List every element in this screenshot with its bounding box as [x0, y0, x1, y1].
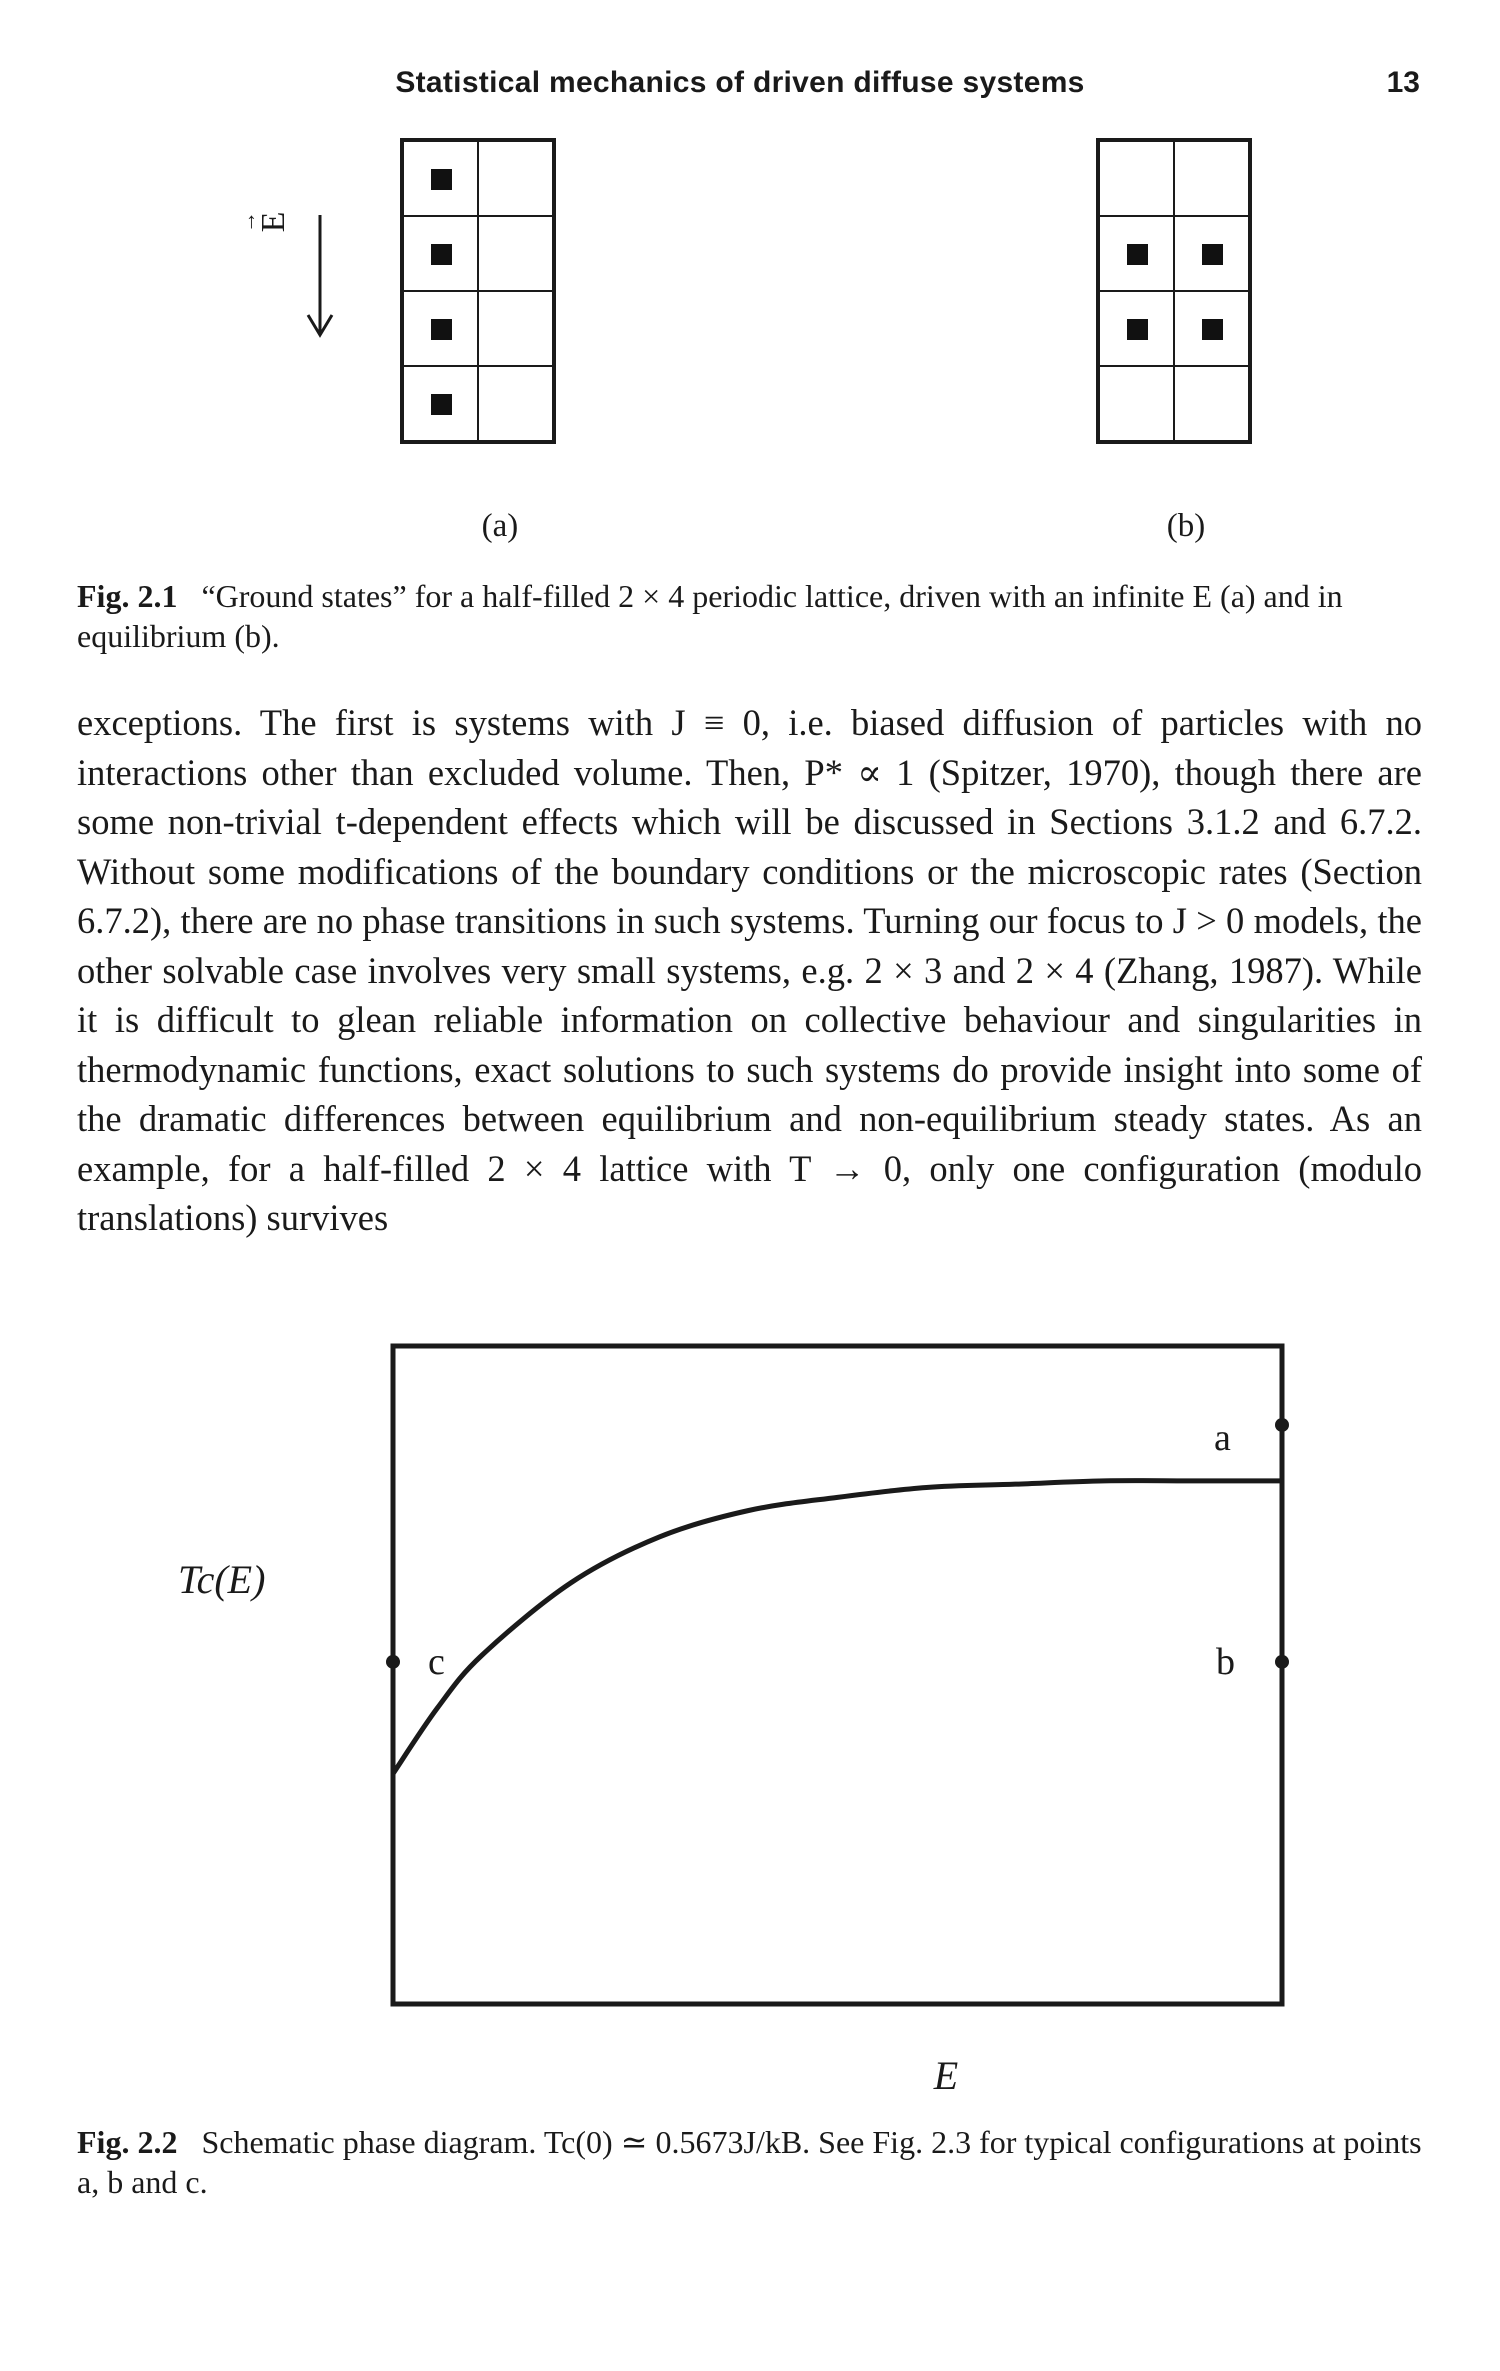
- figure-caption-2-2: [77, 2122, 1422, 2202]
- panel-label-b: (b): [1166, 508, 1206, 544]
- caption-text: “Ground states” for a half-filled 2 × 4 periodic lattice, driven with an infinite E (a) and in equilibrium (b).: [77, 578, 1343, 654]
- field-vector-symbol: E: [255, 211, 292, 233]
- caption-label: Fig. 2.2: [77, 2124, 178, 2160]
- body-paragraph-text: exceptions. The first is systems with J ≡ 0, i.e. biased diffusion of particles with no interactions other than excluded volume. Then, P* ∝ 1 (Spitzer, 1970), though there are some non-trivial t-dependent effects which will be discussed in Sections 3.1.2 and 6.7.2. Without some modifications of the boundary conditions or the microscopic rates (Section 6.7.2), there are no phase transitions in such systems. Turning our focus to J > 0 models, the other solvable case involves very small systems, e.g. 2 × 3 and 2 × 4 (Zhang, 1987). While it is difficult to glean reliable information on collective behaviour and singularities in thermodynamic functions, exact solutions to such systems do provide insight into some of the dramatic differences between equilibrium and non-equilibrium steady states. As an example, for a half-filled 2 × 4 lattice with T → 0, only one configuration (modulo translations) survives: [77, 702, 1422, 1238]
- tc-curve: [393, 1481, 1282, 1774]
- state-point-a: [1275, 1418, 1289, 1432]
- x-axis-label: E: [933, 2053, 959, 2098]
- state-point-c: [386, 1655, 400, 1669]
- point-label-a: a: [1214, 1417, 1231, 1459]
- running-header-title: Statistical mechanics of driven diffuse systems: [395, 66, 1085, 99]
- point-label-c: c: [428, 1641, 445, 1683]
- panel-label-a: (a): [481, 508, 519, 544]
- caption-text: Schematic phase diagram. Tc(0) ≃ 0.5673J/kB. See Fig. 2.3 for typical configurations at points a, b and c.: [77, 2124, 1422, 2200]
- y-axis-label: Tc(E): [178, 1557, 266, 1602]
- page-number: 13: [1386, 66, 1420, 99]
- state-point-b: [1275, 1655, 1289, 1669]
- field-vector-arrow-glyph: →: [235, 211, 260, 233]
- caption-label: Fig. 2.1: [77, 578, 178, 614]
- point-label-b: b: [1216, 1641, 1235, 1683]
- plot-frame: [393, 1346, 1282, 2004]
